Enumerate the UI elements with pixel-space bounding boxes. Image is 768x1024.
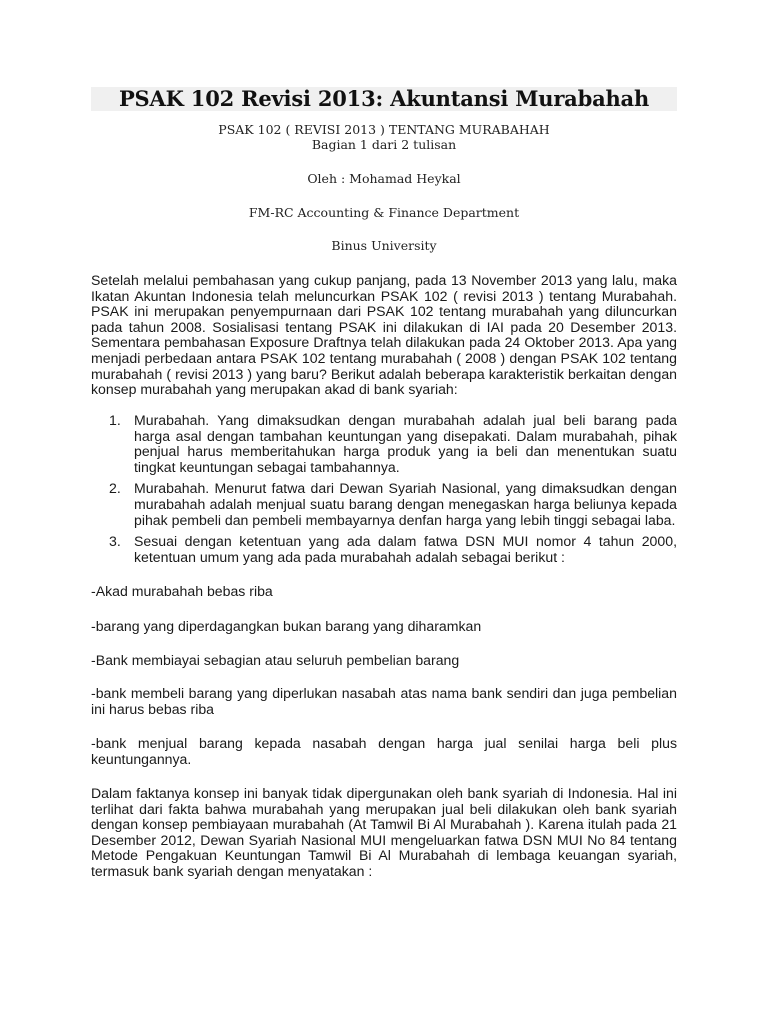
list-item (91, 413, 677, 475)
dash-item: -bank menjual barang kepada nasabah dengan harga jual senilai harga beli plus keuntungannya. (91, 735, 677, 767)
list-item-text: Murabahah. Yang dimaksudkan dengan murabahah adalah jual beli barang pada harga asal dengan tambahan keuntungan yang disepakati. Dalam murabahah, pihak penjual harus memberitahukan harga produk yang ia beli dan menentukan suatu tingkat keuntungan sebagai tambahannya. (134, 412, 677, 475)
document-subtitle: PSAK 102 ( REVISI 2013 ) TENTANG MURABAHAH (218, 122, 550, 137)
dash-item: -Akad murabahah bebas riba (91, 583, 273, 599)
list-number: 3. (109, 533, 121, 550)
dash-item: -bank membeli barang yang diperlukan nasabah atas nama bank sendiri dan juga pembelian ini harus bebas riba (91, 685, 677, 717)
dash-item: -Bank membiayai sebagian atau seluruh pembelian barang (91, 652, 460, 668)
series-part: Bagian 1 dari 2 tulisan (311, 137, 457, 152)
list-number: 2. (109, 480, 121, 497)
list-item-text: Murabahah. Menurut fatwa dari Dewan Syariah Nasional, yang dimaksudkan dengan murabahah adalah menjual suatu barang dengan menegaskan harga beliunya kepada pihak pembeli dan pembeli membayarnya denfan harga yang lebih tinggi sebagai laba. (134, 480, 677, 528)
list-number: 1. (109, 412, 121, 428)
department-line: FM-RC Accounting & Finance Department (248, 205, 520, 220)
numbered-list (91, 413, 677, 565)
intro-paragraph: Setelah melalui pembahasan yang cukup panjang, pada 13 November 2013 yang lalu, maka Ikatan Akuntan Indonesia telah meluncurkan PSAK 102 ( revisi 2013 ) tentang Murabahah. PSAK ini merupakan penyempurnaan dari PSAK 102 tentang murabahah yang diluncurkan pada tahun 2008. Sosialisasi tentang PSAK ini dilakukan di IAI pada 20 Desember 2013. Sementara pembahasan Exposure Draftnya telah dilakukan pada 24 Oktober 2013. Apa yang menjadi perbedaan antara PSAK 102 tentang murabahah ( 2008 ) dengan PSAK 102 tentang murabahah ( revisi 2013 ) yang baru? Berikut adalah beberapa karakteristik berkaitan dengan konsep murabahah yang merupakan akad di bank syariah: (91, 272, 677, 398)
university-line: Binus University (331, 238, 437, 253)
author-line: Oleh : Mohamad Heykal (307, 171, 461, 186)
closing-paragraph: Dalam faktanya konsep ini banyak tidak dipergunakan oleh bank syariah di Indonesia. Hal ini terlihat dari fakta bahwa murabahah yang merupakan jual beli dilakukan oleh bank syariah dengan konsep pembiayaan murabahah (At Tamwil Bi Al Murabahah ). Karena itulah pada 21 Desember 2012, Dewan Syariah Nasional MUI mengeluarkan fatwa DSN MUI No 84 tentang Metode Pengakuan Keuntungan Tamwil Bi Al Murabahah di lembaga keuangan syariah, termasuk bank syariah dengan menyatakan : (91, 785, 677, 879)
dash-item: -barang yang diperdagangkan bukan barang yang diharamkan (91, 618, 482, 634)
document-title: PSAK 102 Revisi 2013: Akuntansi Murabahah (118, 86, 650, 111)
list-item (91, 534, 677, 565)
list-item-text: Sesuai dengan ketentuan yang ada dalam fatwa DSN MUI nomor 4 tahun 2000, ketentuan umum yang ada pada murabahah adalah sebagai berikut : (134, 533, 677, 565)
list-item (91, 481, 677, 528)
